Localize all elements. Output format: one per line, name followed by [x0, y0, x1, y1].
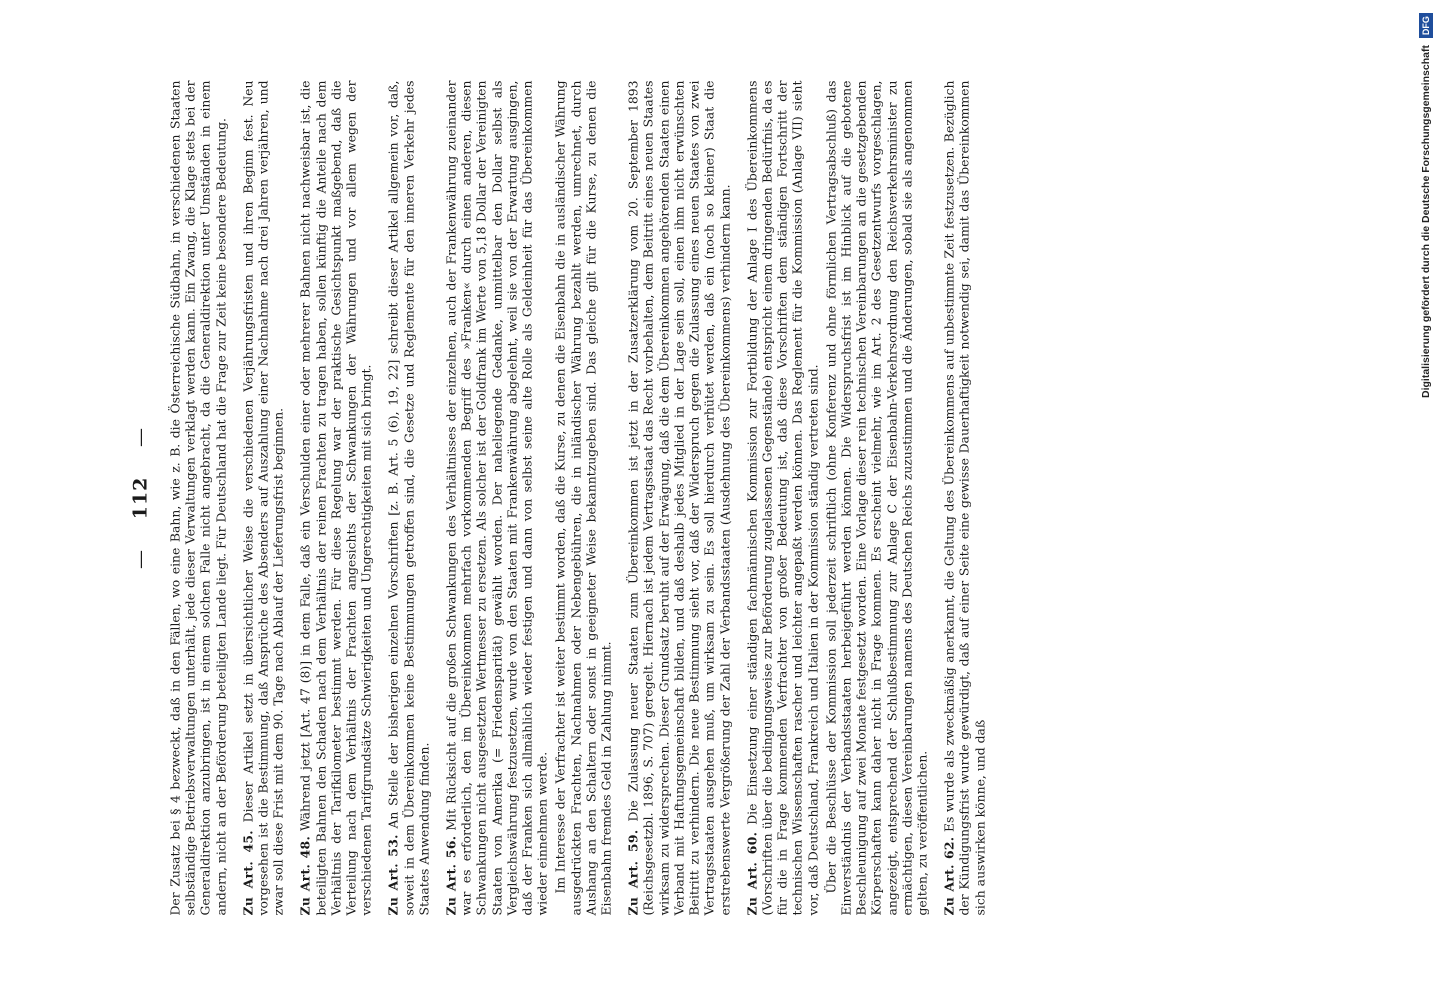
article-heading: Zu Art. 62. — [941, 836, 957, 916]
paragraph-art-62: Zu Art. 62. Es wurde als zweckmäßig anerkannt, die Geltung des Übereinkommens auf unbestimmte Zeit festzusetzen. Bezüglich der Kündigungsfrist wurde gewürdigt, daß auf einer Seite eine gewisse Dauerhaftigkeit notwendig sei, damit das Übereinkommen sich auswirken könne, und daß — [941, 80, 988, 916]
article-heading: Zu Art. 56. — [443, 835, 459, 916]
dfg-logo: DFG — [1419, 13, 1433, 38]
paragraph-art-48: Zu Art. 48. Während jetzt [Art. 47 (8)] in dem Falle, daß ein Verschulden einer oder mehrerer Bahnen nicht nachweisbar ist, die beteiligten Bahnen den Schaden nach dem Verhältnis der reinen Frachten zu tragen haben, sollen künftig die Anteile nach dem Verhältnis der Tarifkilometer bestimmt werden. Für diese Regelung war der praktische Gesichtspunkt maßgebend, daß die Verteilung nach dem Verhältnis der Frachten angesichts der Schwankungen der Währungen und vor allem wegen der verschiedenen Tarifgrundsätze Schwierigkeiten und Ungerechtigkeiten mit sich bringt. — [297, 80, 374, 916]
page-number: 112 — [129, 476, 152, 520]
digitization-credit — [1416, 18, 1434, 398]
article-heading: Zu Art. 60. — [744, 831, 760, 916]
paragraph-art-45: Zu Art. 45. Dieser Artikel setzt in übersichtlicher Weise die verschiedenen Verjährungsfristen und ihren Beginn fest. Neu vorgesehen ist die Bestimmung, daß Ansprüche des Absenders auf Auszahlung einer Nachnahme nach drei Jahren verjähren, und zwar soll diese Frist mit dem 90. Tage nach Ablauf der Lieferungsfrist beginnen. — [240, 80, 286, 916]
credit-text: Digitalisierung gefördert durch die Deutsche Forschungsgemeinschaft — [1420, 45, 1432, 398]
paragraph-art-56-cont: Im Interesse der Verfrachter ist weiter bestimmt worden, daß die Kurse, zu denen die Eisenbahn die in ausländischer Währung ausgedrückten Frachten, Nachnahmen oder Nebengebühren, die in inländischer Währung bezahlt werden, umrechnet, durch Aushang an den Schaltern oder sonst in geeigneter Weise bekanntzugeben sind. Das gleiche gilt für die Kurse, zu denen die Eisenbahn fremdes Geld in Zahlung nimmt. — [552, 80, 614, 916]
article-heading: Zu Art. 53. — [385, 834, 401, 916]
page-header — [128, 81, 154, 916]
header-dash-left: — — [129, 548, 152, 569]
article-heading: Zu Art. 48. — [297, 835, 313, 916]
paragraph-art-53: Zu Art. 53. An Stelle der bisherigen einzelnen Vorschriften [z. B. Art. 5 (6), 19, 22] schreibt dieser Artikel allgemein vor, daß, soweit in dem Übereinkommen keine Bestimmungen getroffen sind, die Gesetze und Reglemente für den inneren Verkehr jedes Staates Anwendung finden. — [385, 80, 432, 916]
rotated-page-content — [128, 81, 1318, 916]
body-text — [168, 81, 988, 916]
paragraph-art-56: Zu Art. 56. Mit Rücksicht auf die großen Schwankungen des Verhältnisses der einzelnen, auch der Frankenwährung zueinander war es erforderlich, den im Übereinkommen mehrfach vorkommenden Begriff des »Franken« durch einen anderen, diesen Schwankungen nicht ausgesetzten Wertmesser zu ersetzen. Als solcher ist der Goldfrank im Werte von 5,18 Dollar der Vereinigten Staaten von Amerika (= Friedensparität) gewählt worden. Der naheliegende Gedanke, unmittelbar den Dollar selbst als Vergleichswährung festzusetzen, wurde von den Staaten mit Frankenwährung abgelehnt, weil sie von der Erwartung ausgingen, daß der Franken sich allmählich wieder festigen und dann von selbst seine alte Rolle als Geldeinheit für das Übereinkommen wieder einnehmen werde. — [443, 80, 550, 916]
paragraph-art-60-cont: Über die Beschlüsse der Kommission soll jederzeit schriftlich (ohne Konferenz und ohne förmlichen Vertragsabschluß) das Einverständnis der Verbandsstaaten herbeigeführt werden können. Die Widerspruchsfrist ist im Hinblick auf die gebotene Beschleunigung auf zwei Monate festgesetzt worden. Eine Vorlage dieser rein technischen Vereinbarungen an die gesetzgebenden Körperschaften kann daher nicht in Frage kommen. Es erscheint vielmehr, wie im Art. 2 des Gesetzentwurfs vorgeschlagen, angezeigt, entsprechend der Schlußbestimmung zur Anlage C der Eisenbahn-Verkehrsordnung den Reichsverkehrsminister zu ermächtigen, diesen Vereinbarungen namens des Deutschen Reichs zuzustimmen und die Änderungen, sobald sie als angenommen gelten, zu veröffentlichen. — [823, 80, 930, 916]
header-dash-right: — — [129, 427, 152, 448]
article-heading: Zu Art. 59. — [625, 829, 641, 916]
paragraph-intro: Der Zusatz bei § 4 bezweckt, daß in den Fällen, wo eine Bahn, wie z. B. die Österreichische Südbahn, in verschiedenen Staaten selbständige Betriebsverwaltungen unterhält, jede dieser Verwaltungen verklagt werden kann. Ein Zwang, die Klage stets bei der Generaldirektion anzubringen, ist in einem solchen Falle nicht angebracht, da die Generaldirektion unter Umständen in einem andern, nicht an der Beförderung beteiligten Lande liegt. Für Deutschland hat die Frage zur Zeit keine besondere Bedeutung. — [167, 80, 229, 916]
paragraph-art-60: Zu Art. 60. Die Einsetzung einer ständigen fachmännischen Kommission zur Fortbildung der Anlage I des Übereinkommens (Vorschriften über die bedingungsweise zur Beförderung zugelassenen Gegenstände) entspricht einem dringenden Bedürfnis, da es für die in Frage kommenden Verfrachter von großer Bedeutung ist, daß diese Vorschriften dem ständigen Fortschritt der technischen Wissenschaften rascher und leichter angepaßt werden können. Das Reglement für die Kommission (Anlage VII) sieht vor, daß Deutschland, Frankreich und Italien in der Kommission ständig vertreten sind. — [744, 80, 821, 916]
paragraph-art-59: Zu Art. 59. Die Zulassung neuer Staaten zum Übereinkommen ist jetzt in der Zusatzerklärung vom 20. September 1893 (Reichsgesetzbl. 1896, S. 707) geregelt. Hiernach ist jedem Vertragsstaat das Recht vorbehalten, dem Beitritt eines neuen Staates wirksam zu widersprechen. Dieser Grundsatz beruht auf der Erwägung, daß die dem Übereinkommen angehörenden Staaten einen Verband mit Haftungsgemeinschaft bilden, und daß deshalb jedes Mitglied in der Lage sein soll, einen ihm nicht erwünschten Beitritt zu verhindern. Die neue Bestimmung sieht vor, daß der Widerspruch gegen die Zulassung eines neuen Staates von zwei Vertragsstaaten ausgehen muß, um wirksam zu sein. Es soll hierdurch verhütet werden, daß ein (noch so kleiner) Staat die erstrebenswerte Vergrößerung der Zahl der Verbandsstaaten (Ausdehnung des Übereinkommens) verhindern kann. — [625, 80, 732, 916]
article-heading: Zu Art. 45. — [240, 830, 256, 916]
